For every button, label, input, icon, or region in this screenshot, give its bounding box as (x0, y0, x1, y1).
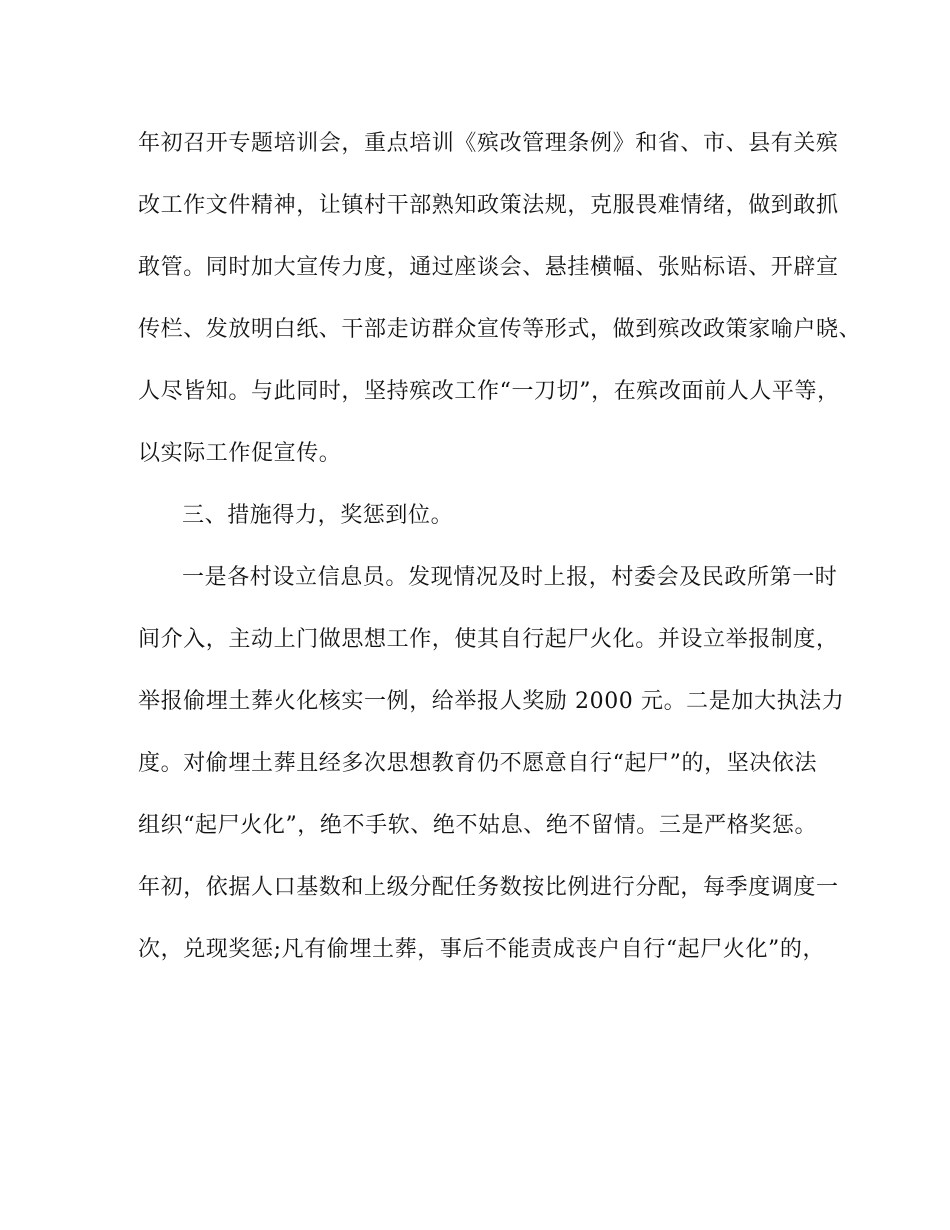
text-line: 间介入，主动上门做思想工作，使其自行起尸火化。并设立举报制度， (138, 627, 839, 652)
text-line: 一是各村设立信息员。发现情况及时上报，村委会及民政所第一时 (182, 565, 838, 590)
text-line: 以实际工作促宣传。 (138, 441, 342, 466)
text-line: 改工作文件精神，让镇村干部熟知政策法规，克服畏难情绪，做到敢抓 (138, 193, 839, 218)
section-heading: 三、措施得力，奖惩到位。 (182, 503, 454, 528)
text-line: 度。对偷埋土葬且经多次思想教育仍不愿意自行“起尸”的，坚决依法 (138, 751, 818, 776)
document-body (138, 118, 862, 986)
text-line: 传栏、发放明白纸、干部走访群众宣传等形式，做到殡改政策家喻户晓、 (138, 317, 862, 342)
text-line: 组织“起尸火化”，绝不手软、绝不姑息、绝不留情。三是严格奖惩。 (138, 813, 818, 838)
text-line: 敢管。同时加大宣传力度，通过座谈会、悬挂横幅、张贴标语、开辟宣 (138, 255, 839, 280)
text-line: 人尽皆知。与此同时，坚持殡改工作“一刀切”，在殡改面前人人平等， (138, 379, 840, 404)
text-line: 举报偷埋土葬火化核实一例，给举报人奖励 2000 元。二是加大执法力 (138, 689, 845, 714)
text-line: 年初，依据人口基数和上级分配任务数按比例进行分配，每季度调度一 (138, 875, 839, 900)
text-line: 年初召开专题培训会，重点培训《殡改管理条例》和省、市、县有关殡 (138, 131, 839, 156)
text-line: 次，兑现奖惩;凡有偷埋土葬，事后不能责成丧户自行“起尸火化”的， (138, 937, 826, 962)
